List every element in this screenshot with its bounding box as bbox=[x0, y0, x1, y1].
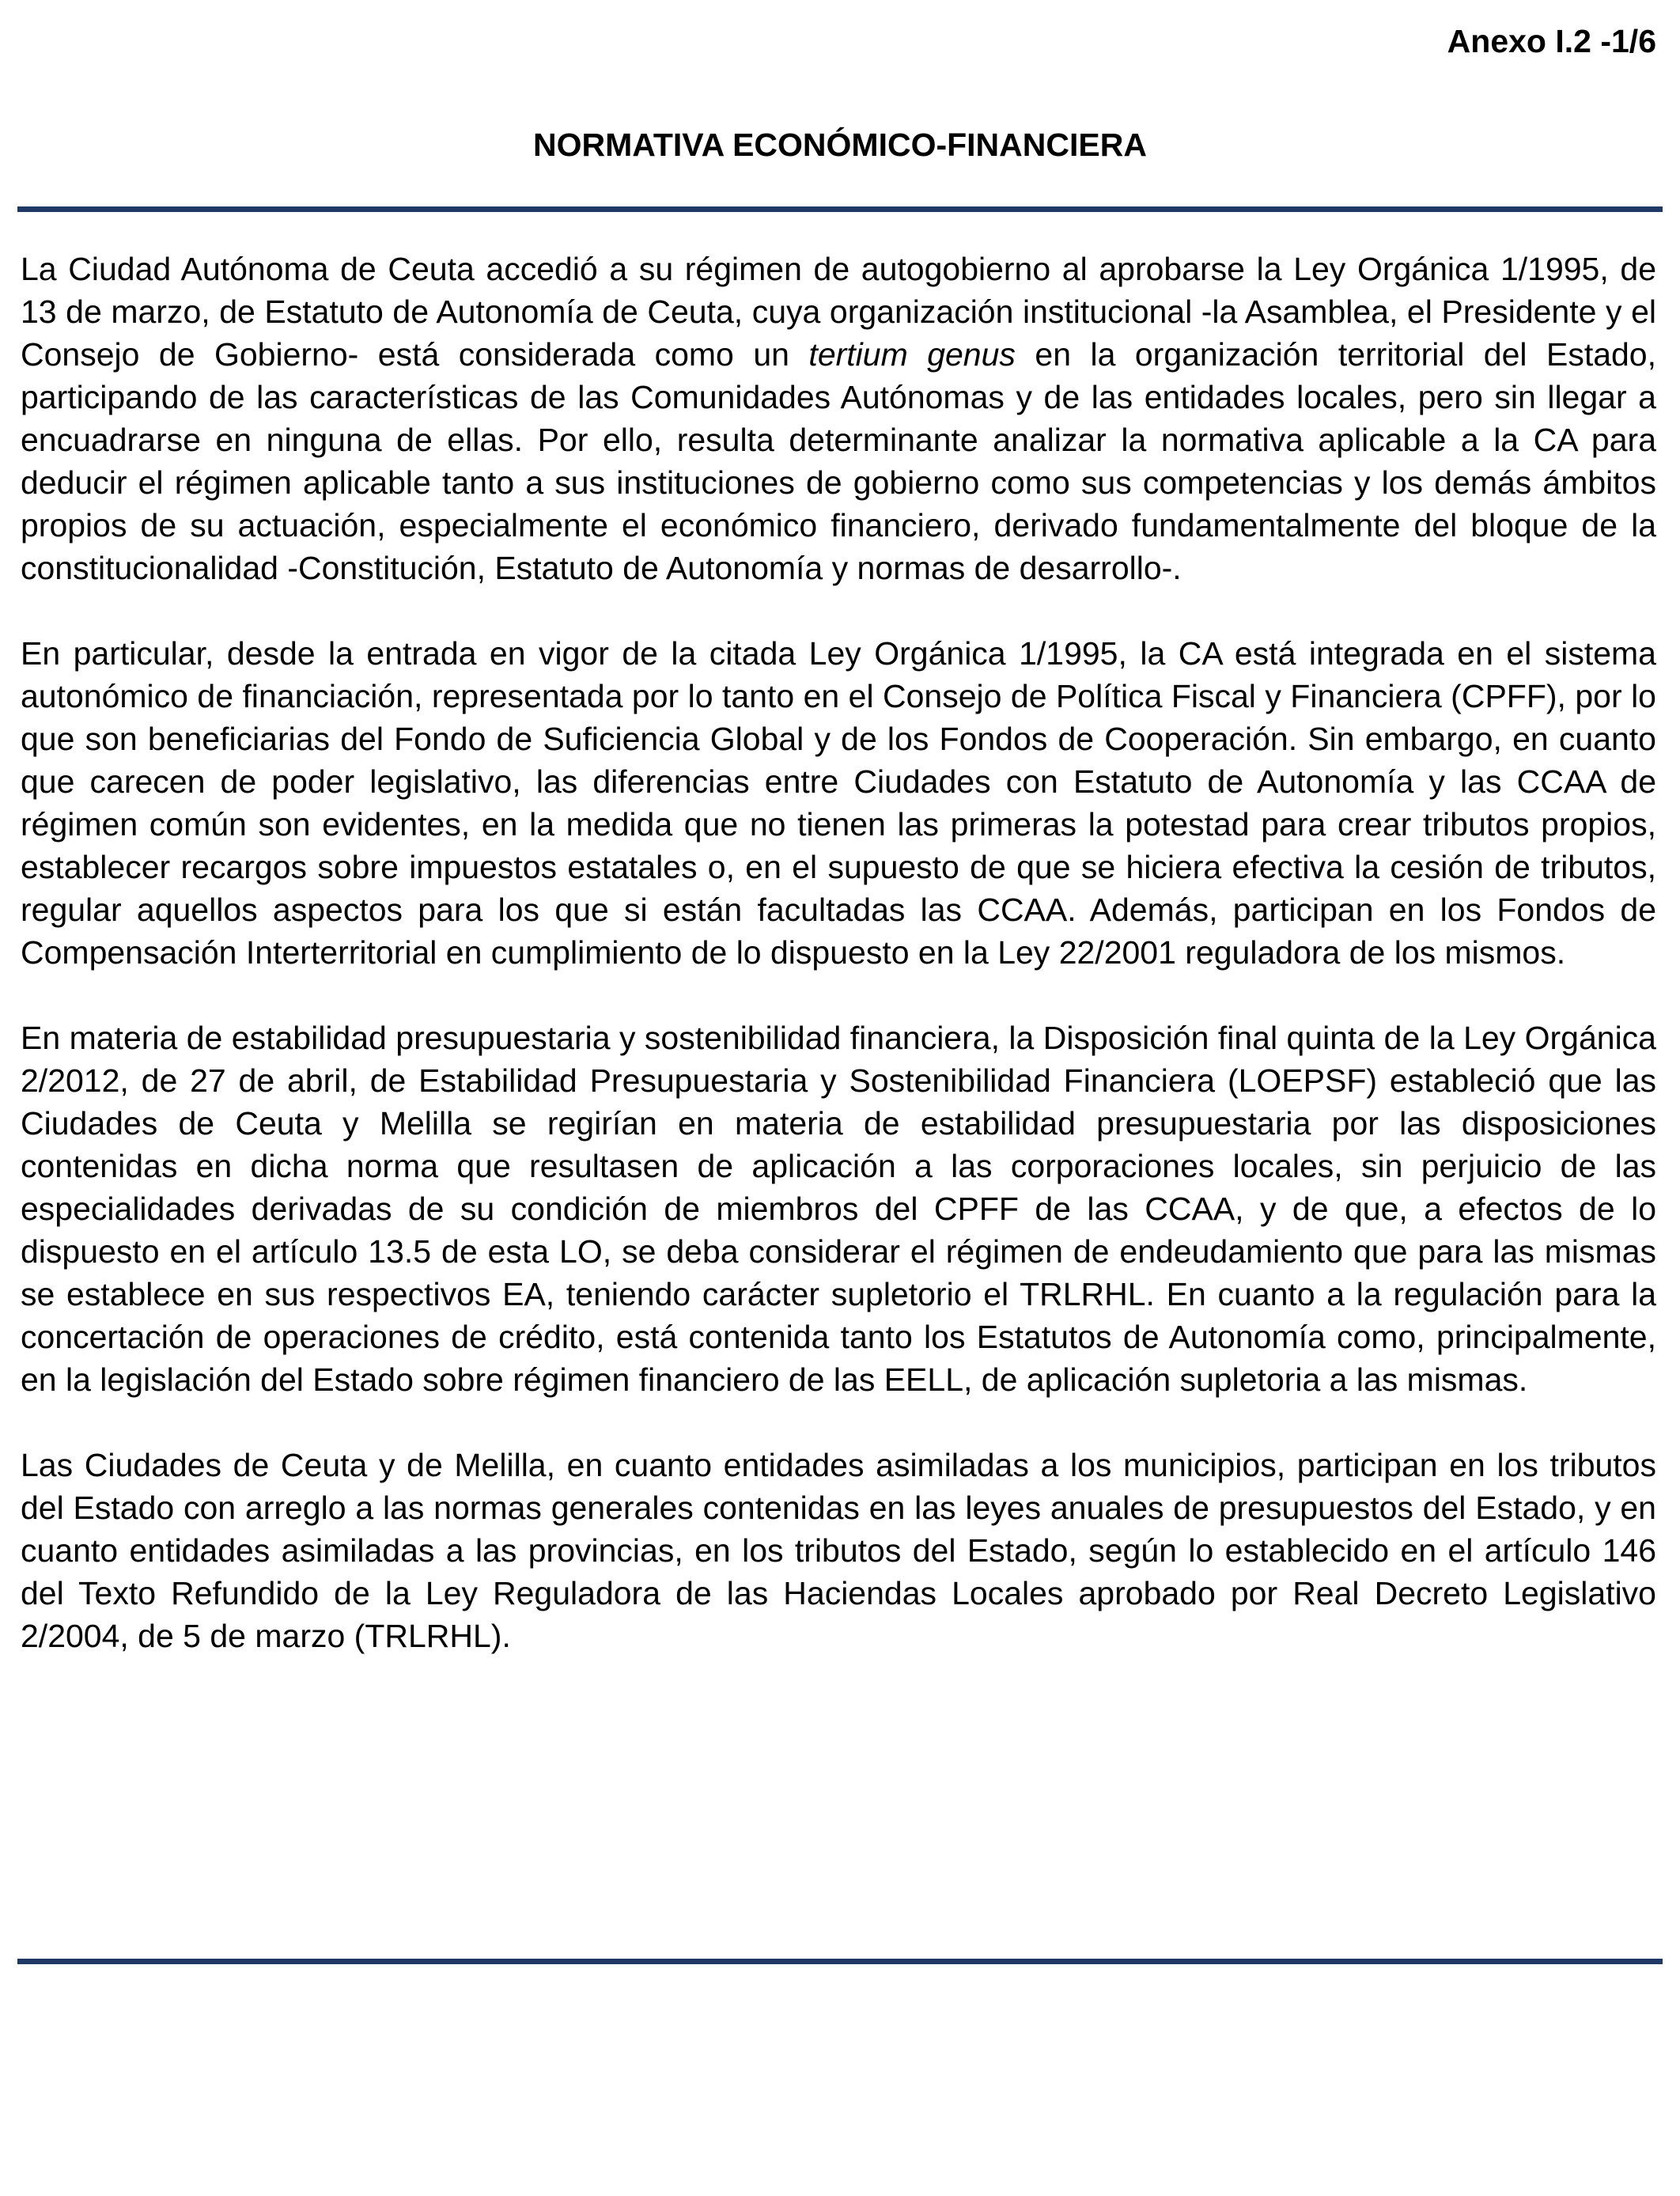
bottom-divider bbox=[17, 1959, 1663, 1964]
paragraph-1-text-start: La Ciudad Autónoma de Ceuta accedió a su régimen de autogobierno al aprobarse la Ley Orgánica 1/1995, de 13 de marzo, de Estatuto de Autonomía de Ceuta, cuya organización institucional -la Asamblea, el Presidente y el Consejo de Gobierno- está considerada como un bbox=[21, 251, 1656, 373]
page-title: NORMATIVA ECONÓMICO-FINANCIERA bbox=[533, 127, 1147, 163]
paragraph-1-emphasis: tertium genus bbox=[808, 336, 1016, 373]
paragraph-3: En materia de estabilidad presupuestaria y sostenibilidad financiera, la Disposición final quinta de la Ley Orgánica 2/2012, de 27 de abril, de Estabilidad Presupuestaria y Sostenibilidad Financiera (LOEPSF) estableció que las Ciudades de Ceuta y Melilla se regirían en materia de estabilidad presupuestaria por las disposiciones contenidas en dicha norma que resultasen de aplicación a las corporaciones locales, sin perjuicio de las especialidades derivadas de su condición de miembros del CPFF de las CCAA, y de que, a efectos de lo dispuesto en el artículo 13.5 de esta LO, se deba considerar el régimen de endeudamiento que para las mismas se establece en sus respectivos EA, teniendo carácter supletorio el TRLRHL. En cuanto a la regulación para la concertación de operaciones de crédito, está contenida tanto los Estatutos de Autonomía como, principalmente, en la legislación del Estado sobre régimen financiero de las EELL, de aplicación supletoria a las mismas. bbox=[21, 1020, 1656, 1398]
body-text bbox=[21, 248, 1656, 1700]
paragraph-1-text-end: en la organización territorial del Estado, participando de las características de las Comunidades Autónomas y de las entidades locales, pero sin llegar a encuadrarse en ninguna de ellas. Por ello, resulta determinante analizar la normativa aplicable a la CA para deducir el régimen aplicable tanto a sus instituciones de gobierno como sus competencias y los demás ámbitos propios de su actuación, especialmente el económico financiero, derivado fundamentalmente del bloque de la constitucionalidad -Constitución, Estatuto de Autonomía y normas de desarrollo-. bbox=[21, 336, 1657, 586]
top-divider bbox=[17, 206, 1663, 212]
paragraph-1 bbox=[21, 248, 1656, 589]
paragraph-4: Las Ciudades de Ceuta y de Melilla, en cuanto entidades asimiladas a los municipios, participan en los tributos del Estado con arreglo a las normas generales contenidas en las leyes anuales de presupuestos del Estado, y en cuanto entidades asimiladas a las provincias, en los tributos del Estado, según lo establecido en el artículo 146 del Texto Refundido de la Ley Reguladora de las Haciendas Locales aprobado por Real Decreto Legislativo 2/2004, de 5 de marzo (TRLRHL). bbox=[21, 1447, 1656, 1654]
paragraph-2: En particular, desde la entrada en vigor de la citada Ley Orgánica 1/1995, la CA está integrada en el sistema autonómico de financiación, representada por lo tanto en el Consejo de Política Fiscal y Financiera (CPFF), por lo que son beneficiarias del Fondo de Suficiencia Global y de los Fondos de Cooperación. Sin embargo, en cuanto que carecen de poder legislativo, las diferencias entre Ciudades con Estatuto de Autonomía y las CCAA de régimen común son evidentes, en la medida que no tienen las primeras la potestad para crear tributos propios, establecer recargos sobre impuestos estatales o, en el supuesto de que se hiciera efectiva la cesión de tributos, regular aquellos aspectos para los que si están facultadas las CCAA. Además, participan en los Fondos de Compensación Interterritorial en cumplimiento de lo dispuesto en la Ley 22/2001 reguladora de los mismos. bbox=[21, 635, 1656, 971]
annex-label: Anexo I.2 -1/6 bbox=[1447, 23, 1656, 59]
